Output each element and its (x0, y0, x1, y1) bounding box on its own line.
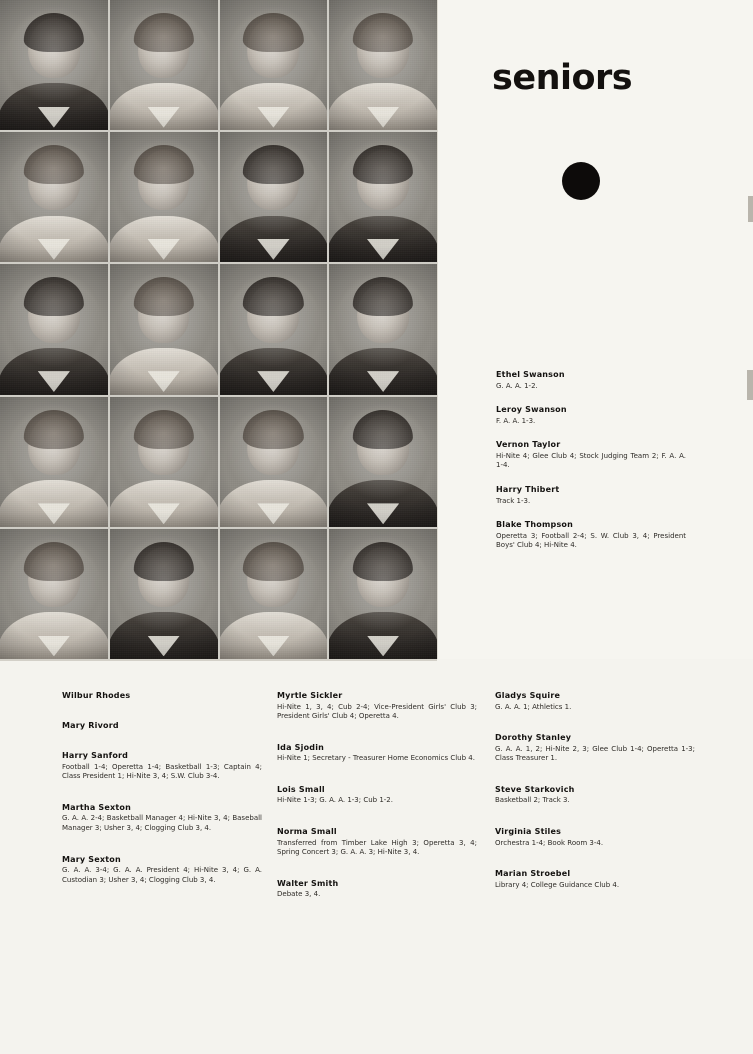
upper-entry-list (496, 370, 686, 565)
senior-name: Walter Smith (277, 878, 339, 888)
portrait-photo (110, 529, 218, 659)
senior-entry (496, 440, 686, 471)
senior-activities: Debate 3, 4. (277, 890, 321, 899)
portrait-photo (0, 132, 108, 262)
senior-activities: Basketball 2; Track 3. (495, 796, 570, 805)
senior-name: Vernon Taylor (496, 440, 561, 450)
portrait-photo (329, 264, 437, 394)
page-title: seniors (492, 58, 633, 98)
senior-activities: Orchestra 1-4; Book Room 3-4. (495, 838, 604, 847)
portrait-photo (220, 0, 328, 130)
portrait-photo (329, 0, 437, 130)
portrait-photo (110, 264, 218, 394)
senior-name: Blake Thompson (496, 520, 574, 530)
senior-entry (62, 803, 262, 834)
portrait-photo (110, 397, 218, 527)
senior-activities: Hi-Nite 1, 3, 4; Cub 2-4; Vice-President Girls' Club 3; President Girls' Club 4; Operetta 4. (277, 702, 477, 721)
page-edge-artifact (748, 196, 753, 222)
senior-entry (62, 855, 262, 886)
senior-activities: Hi-Nite 1; Secretary - Treasurer Home Economics Club 4. (277, 754, 475, 763)
senior-entry (496, 370, 686, 391)
senior-entry (277, 827, 477, 858)
senior-name: Dorothy Stanley (495, 733, 572, 743)
senior-name: Mary Sexton (62, 854, 121, 864)
portrait-photo (329, 132, 437, 262)
bottom-entry-area (0, 665, 753, 1054)
senior-name: Ethel Swanson (496, 370, 565, 379)
portrait-photo (220, 132, 328, 262)
senior-name: Lois Small (277, 784, 325, 794)
portrait-photo (110, 0, 218, 130)
entry-column-3 (495, 691, 695, 911)
senior-entry (277, 743, 477, 764)
portrait-photo (0, 264, 108, 394)
senior-entry (496, 520, 686, 551)
senior-activities: Football 1-4; Operetta 1-4; Basketball 1-3; Captain 4; Class President 1; Hi-Nite 3, 4; S.W. Club 3-4. (62, 762, 262, 781)
senior-portrait-grid (0, 0, 437, 659)
senior-activities: Transferred from Timber Lake High 3; Operetta 3, 4; Spring Concert 3; G. A. A. 3; Hi-Nite 3, 4. (277, 838, 477, 857)
portrait-photo (0, 397, 108, 527)
senior-activities: G. A. A. 3-4; G. A. A. President 4; Hi-Nite 3, 4; G. A. Custodian 3; Usher 3, 4; Clogging Club 3, 4. (62, 866, 262, 884)
senior-name: Wilbur Rhodes (62, 691, 131, 700)
senior-entry (277, 879, 477, 900)
page-edge-artifact (747, 370, 753, 400)
dot-ornament (562, 162, 600, 200)
senior-activities: Library 4; College Guidance Club 4. (495, 880, 620, 889)
right-panel (437, 0, 753, 659)
senior-entry (62, 691, 262, 700)
senior-name: Norma Small (277, 827, 337, 837)
senior-entry (495, 827, 695, 848)
senior-activities: F. A. A. 1-3. (496, 416, 536, 425)
senior-entry (495, 785, 695, 806)
senior-entry (495, 691, 695, 712)
senior-entry (496, 405, 686, 426)
portrait-photo (110, 132, 218, 262)
senior-name: Marian Stroebel (495, 869, 571, 879)
portrait-photo (329, 529, 437, 659)
senior-name: Myrtle Sickler (277, 691, 343, 700)
senior-name: Martha Sexton (62, 802, 131, 812)
portrait-photo (0, 0, 108, 130)
senior-entry (495, 869, 695, 890)
grid-bottom-divider (0, 659, 437, 661)
senior-name: Harry Sanford (62, 751, 129, 760)
senior-activities: Track 1-3. (496, 496, 531, 505)
senior-activities: G. A. A. 2-4; Basketball Manager 4; Hi-Nite 3, 4; Baseball Manager 3; Usher 3, 4; Clogging Club 3, 4. (62, 814, 262, 832)
senior-activities: Hi-Nite 4; Glee Club 4; Stock Judging Team 2; F. A. A. 1-4. (496, 451, 686, 470)
senior-name: Leroy Swanson (496, 405, 567, 415)
senior-name: Gladys Squire (495, 691, 561, 700)
senior-activities: Operetta 3; Football 2-4; S. W. Club 3, 4; President Boys' Club 4; Hi-Nite 4. (496, 531, 686, 550)
portrait-photo (329, 397, 437, 527)
portrait-photo (220, 397, 328, 527)
senior-activities: G. A. A. 1; Athletics 1. (495, 702, 572, 711)
senior-entry (277, 691, 477, 722)
senior-name: Steve Starkovich (495, 784, 575, 794)
portrait-photo (220, 264, 328, 394)
senior-name: Harry Thibert (496, 485, 560, 495)
senior-name: Ida Sjodin (277, 742, 325, 752)
senior-entry (62, 721, 262, 730)
entry-column-2 (277, 691, 477, 921)
portrait-photo (220, 529, 328, 659)
senior-name: Mary Rivord (62, 721, 119, 730)
senior-name: Virginia Stiles (495, 827, 562, 837)
senior-entry (62, 751, 262, 782)
portrait-photo (0, 529, 108, 659)
senior-activities: G. A. A. 1-2. (496, 381, 538, 390)
senior-entry (277, 785, 477, 806)
senior-activities: G. A. A. 1, 2; Hi-Nite 2, 3; Glee Club 1-4; Operetta 1-3; Class Treasurer 1. (495, 744, 695, 763)
senior-activities: Hi-Nite 1-3; G. A. A. 1-3; Cub 1-2. (277, 796, 393, 805)
senior-entry (496, 485, 686, 506)
senior-entry (495, 733, 695, 764)
entry-column-1 (62, 691, 262, 906)
